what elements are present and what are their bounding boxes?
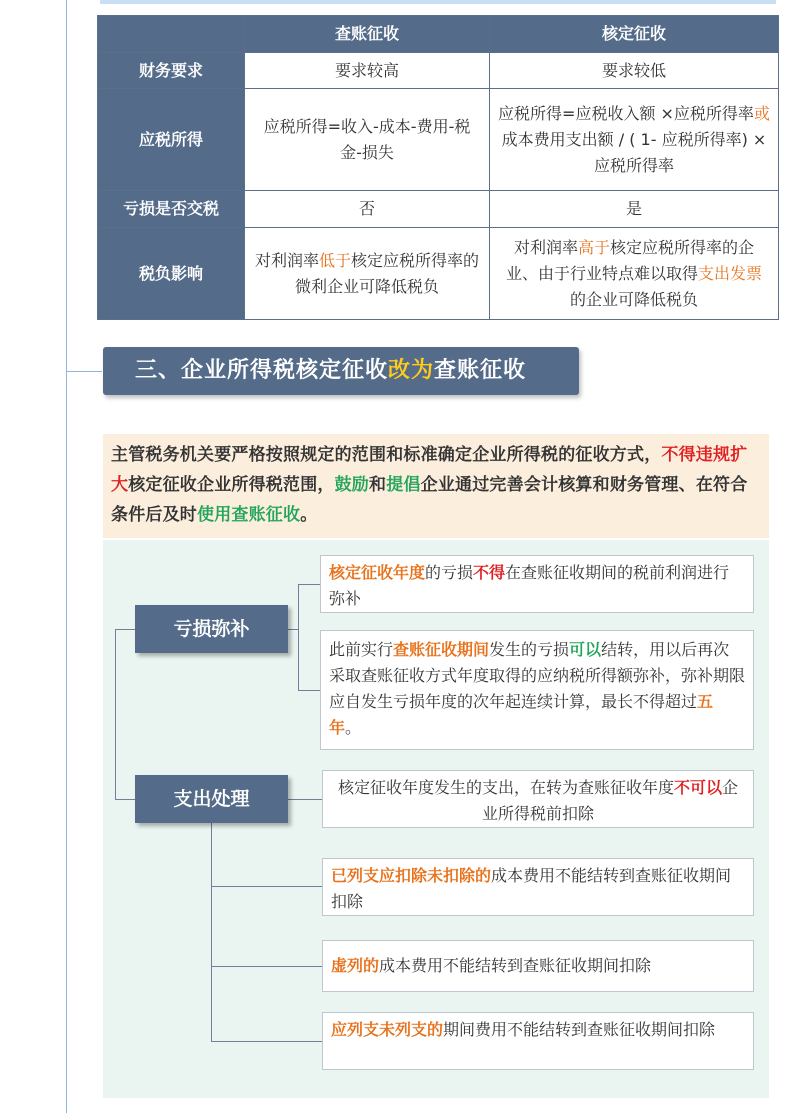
connector-line [298,690,320,691]
highlight-text: 或 [753,103,770,123]
box-highlight: 查账征收期间 [393,640,490,659]
row-label: 亏损是否交税 [98,191,245,228]
box-highlight: 核定征收年度 [329,563,426,582]
connector-line [115,629,135,630]
table-row [98,191,779,228]
comparison-table [97,15,779,320]
top-divider [100,0,776,4]
connector-line [66,371,102,372]
box-highlight: 应列支未列支的 [331,1020,444,1039]
row-label: 应税所得 [98,89,245,191]
intro-text: 企业通过完善会计核算和财务管理、在符合条件后及时 [111,475,748,525]
table-cell: 应税所得=收入-成本-费用-税金-损失 [245,89,490,191]
cell-text: 应税所得=应税收入额 ×应税所得率 [498,103,754,123]
connector-line [211,1041,322,1042]
connector-line [298,584,320,585]
connector-line [211,886,322,887]
rule-box [320,555,754,613]
box-text: 的亏损 [425,563,474,582]
box-text: 。 [345,718,362,737]
row-label: 税负影响 [98,228,245,320]
heading-text: 三、企业所得税核定征收 [135,358,389,383]
cell-text: 核定应税所得率的企业、由于行业特点难以取得 [505,237,755,283]
box-text: 期间费用不能结转到查账征收期间扣除 [443,1020,716,1039]
row-label: 财务要求 [98,53,245,89]
intro-text: 。 [300,505,318,525]
table-cell [490,228,779,320]
section-heading [103,347,579,395]
connector-line [115,799,135,800]
box-text: 成本费用不能结转到查账征收期间扣除 [331,866,732,911]
rule-box [322,1012,754,1070]
connector-line [115,629,116,799]
connector-line [211,966,322,967]
table-cell [490,89,779,191]
box-text: 在查账征收期间的税前利润进行弥补 [329,563,730,608]
intro-text: 核定征收企业所得税范围， [128,475,335,495]
table-cell: 要求较低 [490,53,779,89]
highlight-text: 支出发票 [698,263,763,283]
intro-highlight: 不得违规扩大 [111,445,748,495]
table-header-row [98,16,779,53]
cell-text: 对利润率 [254,250,319,270]
box-highlight: 虚列的 [331,956,380,975]
table-row [98,89,779,191]
box-text: 结转，用以后再次采取查账征收方式年度取得的应纳税所得额弥补，弥补期限应自发生亏损年度的次年起连续计算，最长不得超过 [329,640,746,711]
connector-line [298,584,299,690]
intro-highlight: 鼓励 [334,475,370,495]
table-header-corner [98,16,245,53]
box-text: 企业所得税前扣除 [481,778,739,823]
table-header-assessed: 核定征收 [490,16,779,53]
table-header-audit: 查账征收 [245,16,490,53]
rule-box [320,630,754,750]
highlight-text: 高于 [577,237,610,257]
rule-box [322,770,754,828]
intro-highlight: 提倡 [386,475,421,495]
table-row [98,228,779,320]
intro-highlight: 使用查账征收 [197,505,301,525]
box-text: 成本费用不能结转到查账征收期间扣除 [379,956,652,975]
cell-text: 核定应税所得率的微利企业可降低税负 [294,250,480,296]
highlight-text: 低于 [318,250,351,270]
table-cell: 是 [490,191,779,228]
box-highlight: 不可以 [673,778,722,797]
box-text: 核定征收年度发生的支出，在转为查账征收年度 [337,778,674,797]
connector-line [288,629,298,630]
intro-text: 和 [369,475,387,495]
cell-text: 成本费用支出额 / ( 1- 应税所得率) × 应税所得率 [501,129,767,175]
cell-text: 对利润率 [513,237,578,257]
timeline-line [66,0,67,1113]
connector-line [288,799,322,800]
table-cell: 否 [245,191,490,228]
node-loss-compensation: 亏损弥补 [135,605,288,653]
table-cell: 要求较高 [245,53,490,89]
intro-text: 主管税务机关要严格按照规定的范围和标准确定企业所得税的征收方式， [111,445,662,465]
box-highlight: 可以 [569,640,602,659]
box-text: 发生的亏损 [489,640,570,659]
box-highlight: 五年 [329,692,714,737]
table-cell [245,228,490,320]
rule-box [322,940,754,992]
box-text: 此前实行 [329,640,394,659]
rule-box [322,858,754,916]
heading-highlight: 改为 [388,358,435,383]
node-expense-handling: 支出处理 [135,775,288,823]
intro-paragraph [103,434,769,538]
table-row [98,53,779,89]
cell-text: 的企业可降低税负 [569,289,698,309]
connector-line [211,823,212,1041]
box-highlight: 不得 [473,563,506,582]
heading-text: 查账征收 [434,358,527,383]
box-highlight: 已列支应扣除未扣除的 [331,866,492,885]
